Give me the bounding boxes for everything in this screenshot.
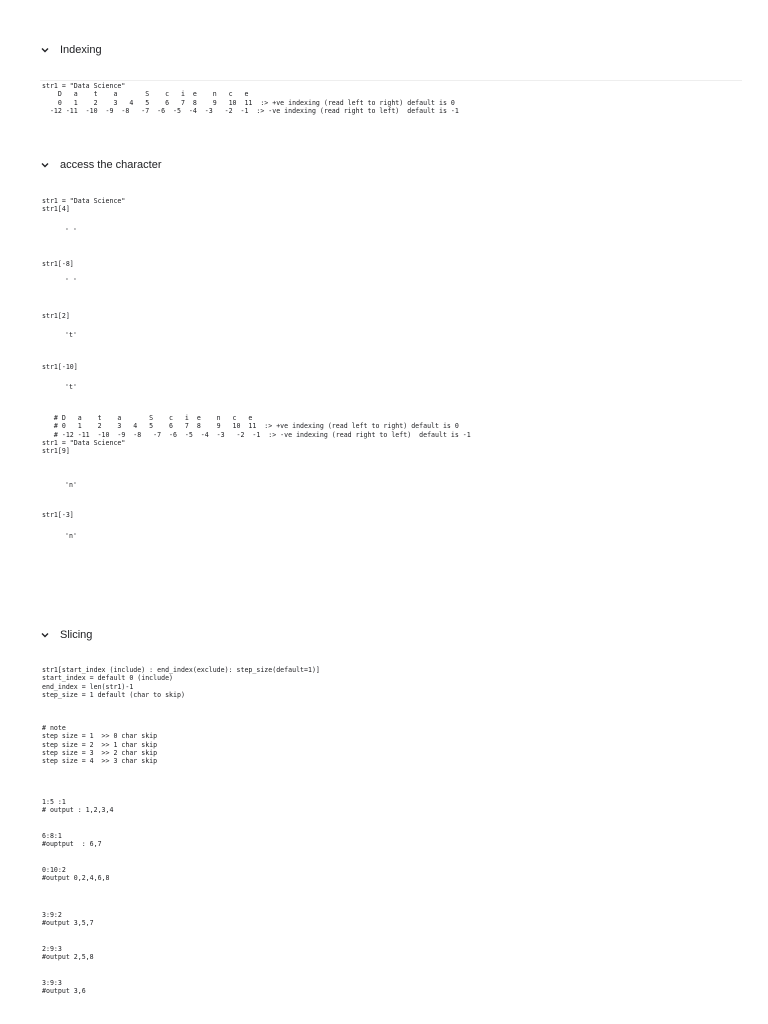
section-header-indexing[interactable] xyxy=(40,44,102,56)
cell-output: 't' xyxy=(65,383,77,391)
cell-output: 'n' xyxy=(65,481,77,489)
cell-output: ' ' xyxy=(65,227,77,235)
code-cell[interactable]: str1[-10] xyxy=(42,363,78,371)
code-cell[interactable]: 3:9:2 #output 3,5,7 xyxy=(42,911,94,928)
cell-output: 't' xyxy=(65,331,77,339)
code-cell[interactable]: str1[-3] xyxy=(42,511,74,519)
code-cell[interactable]: 6:8:1 #ouptput : 6,7 xyxy=(42,832,102,849)
chevron-down-icon[interactable] xyxy=(40,45,50,55)
code-cell[interactable]: 1:5 :1 # output : 1,2,3,4 xyxy=(42,798,114,815)
code-cell[interactable]: str1[2] xyxy=(42,312,70,320)
cell-output: ' ' xyxy=(65,277,77,285)
code-cell[interactable]: str1 = "Data Science" str1[4] xyxy=(42,197,126,214)
cell-output: 'n' xyxy=(65,532,77,540)
code-cell[interactable]: 3:9:3 #output 3,6 xyxy=(42,979,86,996)
section-title: Indexing xyxy=(60,44,102,56)
cell-divider xyxy=(40,80,742,81)
chevron-down-icon[interactable] xyxy=(40,160,50,170)
code-cell[interactable]: 0:10:2 #output 0,2,4,6,8 xyxy=(42,866,110,883)
code-cell-step-note[interactable]: # note step size = 1 >> 0 char skip step size = 2 >> 1 char skip step size = 3 >> 2 char skip step size = 4 >> 3 char skip xyxy=(42,724,158,766)
section-title: access the character xyxy=(60,159,162,171)
section-header-access-character[interactable] xyxy=(40,159,162,171)
code-cell[interactable]: 2:9:3 #output 2,5,8 xyxy=(42,945,94,962)
code-cell-slicing-syntax[interactable]: str1[start_index (include) : end_index(exclude): step_size(default=1)] start_index = default 0 (include) end_index = len(str1)-1 step_size = 1 default (char to skip) xyxy=(42,666,320,699)
section-header-slicing[interactable] xyxy=(40,629,92,641)
code-cell-indexing[interactable]: str1 = "Data Science" D a t a S c i e n c e 0 1 2 3 4 5 6 7 8 9 10 11 :> +ve indexing (read left to right) default is 0 -12 -11 -10 -9 -8 -7 -6 -5 -4 -3 -2 -1 :> -ve indexing (read right to left) default is -1 xyxy=(42,82,459,115)
chevron-down-icon[interactable] xyxy=(40,630,50,640)
code-cell[interactable]: str1[-8] xyxy=(42,260,74,268)
section-title: Slicing xyxy=(60,629,93,641)
code-cell[interactable]: # D a t a S c i e n c e # 0 1 2 3 4 5 6 7 8 9 10 11 :> +ve indexing (read left to right) default is 0 # -12 -11 -10 -9 -8 -7 -6 -5 -4 -3 -2 -1 :> -ve indexing (read right to left) default is -1 str1 = "Data Science" str1[9] xyxy=(42,414,471,456)
